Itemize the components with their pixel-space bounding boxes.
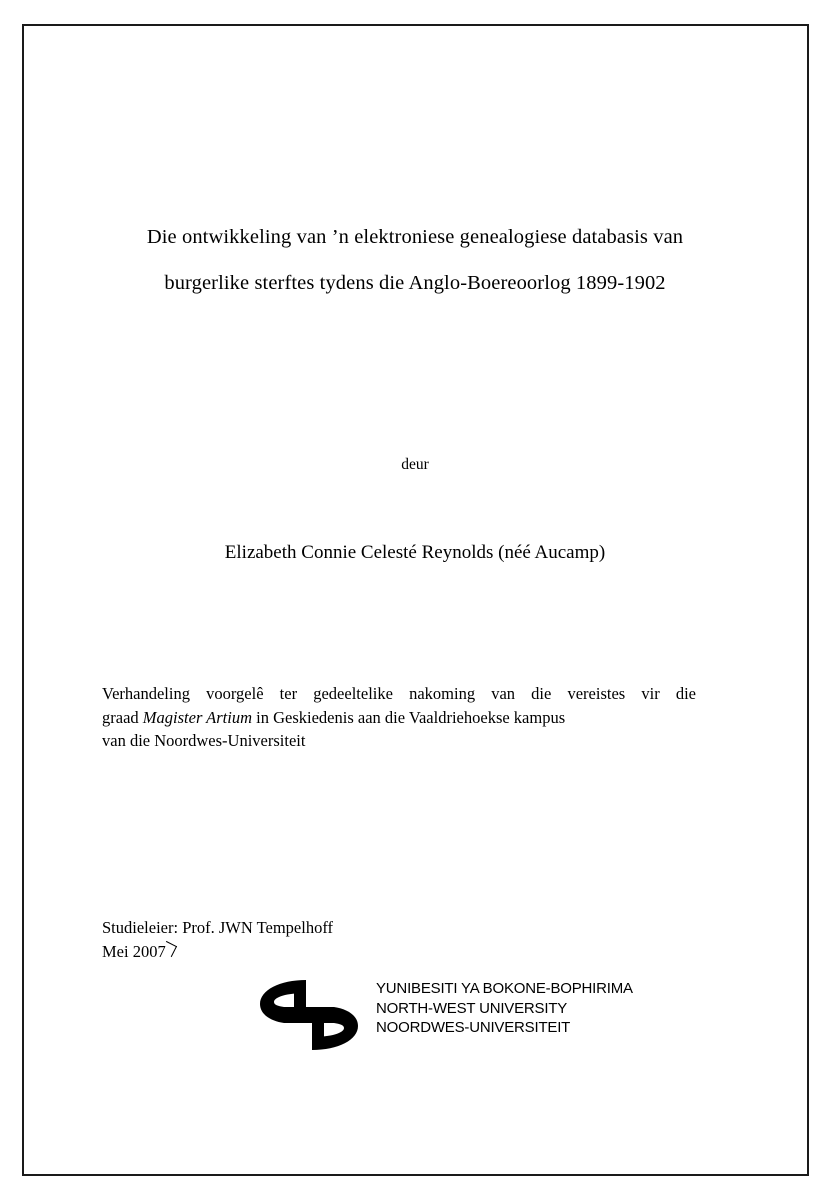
by-label: deur — [401, 456, 429, 473]
degree-statement — [102, 682, 696, 753]
degree-statement-line-3: van die Noordwes-Universiteit — [102, 731, 306, 750]
author-name: Elizabeth Connie Celesté Reynolds (néé Aucamp) — [224, 542, 606, 563]
university-logo — [250, 976, 670, 1054]
thesis-title-line-2: burgerlike sterftes tydens die Anglo-Boereoorlog 1899-1902 — [164, 272, 666, 294]
submission-date: Mei 2007 — [102, 942, 166, 961]
degree-name-italic: Magister Artium — [142, 707, 253, 727]
degree-statement-line-2 — [102, 706, 696, 730]
thesis-title-line-1: Die ontwikkeling van ’n elektroniese genealogiese databasis van — [146, 226, 684, 248]
degree-statement-line-2-prefix: graad — [102, 707, 143, 727]
supervisor-block — [102, 916, 662, 964]
degree-statement-line-1: Verhandeling voorgelê ter gedeeltelike nakoming van die vereistes vir die — [102, 684, 696, 703]
logo-line-english: NORTH-WEST UNIVERSITY — [376, 999, 568, 1017]
nwu-logo-mark-icon — [250, 976, 368, 1054]
supervisor-name: Studieleier: Prof. JWN Tempelhoff — [102, 918, 334, 937]
logo-line-afrikaans: NOORDWES-UNIVERSITEIT — [376, 1019, 571, 1036]
university-logo-text — [376, 979, 633, 1038]
logo-line-setswana: YUNIBESITI YA BOKONE-BOPHIRIMA — [376, 980, 633, 997]
submission-date-wrap — [102, 940, 166, 964]
thesis-title — [100, 214, 730, 306]
title-page-content — [100, 24, 730, 1176]
degree-statement-line-2-suffix: in Geskiedenis aan die Vaaldriehoekse kampus — [252, 707, 566, 727]
